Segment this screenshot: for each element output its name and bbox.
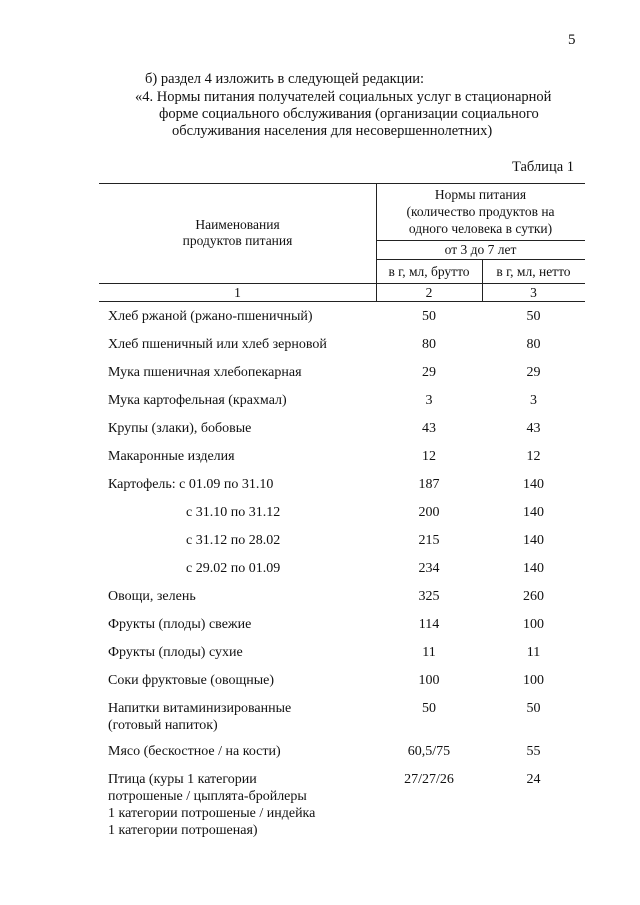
header-divider bbox=[376, 259, 585, 260]
row-brutto: 60,5/75 bbox=[407, 744, 451, 759]
row-name: Картофель: с 01.09 по 31.10 bbox=[108, 477, 274, 492]
header-norms: Нормы питания bbox=[434, 187, 527, 202]
row-brutto: 11 bbox=[422, 645, 436, 660]
table-caption: Таблица 1 bbox=[512, 159, 575, 175]
page-number: 5 bbox=[568, 32, 576, 48]
column-number: 3 bbox=[530, 285, 537, 300]
row-name: с 31.12 по 28.02 bbox=[186, 533, 281, 548]
row-name: Крупы (злаки), бобовые bbox=[108, 421, 252, 436]
table-top-border bbox=[99, 183, 585, 184]
row-netto: 24 bbox=[526, 772, 541, 787]
section-title-line: обслуживания населения для несовершеннолетних) bbox=[172, 123, 493, 139]
row-netto: 100 bbox=[523, 617, 544, 632]
row-brutto: 43 bbox=[422, 421, 436, 436]
row-name: Макаронные изделия bbox=[108, 449, 235, 464]
row-brutto: 27/27/26 bbox=[404, 772, 454, 787]
row-name: Фрукты (плоды) свежие bbox=[108, 617, 252, 632]
row-name: с 31.10 по 31.12 bbox=[186, 505, 281, 520]
row-netto: 140 bbox=[523, 477, 544, 492]
row-name: (готовый напиток) bbox=[108, 718, 218, 733]
intro-line: б) раздел 4 изложить в следующей редакции: bbox=[145, 71, 424, 87]
header-name: Наименования bbox=[195, 217, 280, 232]
row-name: Хлеб пшеничный или хлеб зерновой bbox=[108, 337, 327, 352]
row-netto: 80 bbox=[526, 337, 541, 352]
row-netto: 29 bbox=[526, 365, 541, 380]
row-name: Напитки витаминизированные bbox=[108, 701, 292, 716]
header-divider bbox=[99, 283, 585, 284]
row-netto: 140 bbox=[523, 533, 544, 548]
column-number: 2 bbox=[425, 285, 433, 300]
row-name: Мука пшеничная хлебопекарная bbox=[108, 365, 302, 380]
row-name: Птица (куры 1 категории bbox=[108, 772, 257, 787]
row-name: Соки фруктовые (овощные) bbox=[108, 673, 275, 688]
row-name: Мука картофельная (крахмал) bbox=[108, 393, 287, 408]
column-number: 1 bbox=[234, 285, 241, 300]
header-age: от 3 до 7 лет bbox=[444, 242, 517, 257]
row-netto: 100 bbox=[523, 673, 544, 688]
row-brutto: 80 bbox=[422, 337, 436, 352]
row-netto: 140 bbox=[523, 505, 544, 520]
row-name: потрошеные / цыплята-бройлеры bbox=[108, 789, 307, 804]
row-brutto: 100 bbox=[418, 673, 440, 688]
row-netto: 50 bbox=[526, 701, 541, 716]
header-norms: одного человека в сутки) bbox=[408, 221, 553, 236]
section-title-line: форме социального обслуживания (организации социального bbox=[159, 106, 539, 122]
row-brutto: 50 bbox=[422, 309, 436, 324]
row-name: Мясо (бескостное / на кости) bbox=[108, 744, 281, 759]
row-brutto: 12 bbox=[422, 449, 436, 464]
header-name: продуктов питания bbox=[182, 233, 293, 248]
row-netto: 140 bbox=[523, 561, 544, 576]
row-name: 1 категории потрошеные / индейка bbox=[108, 806, 316, 821]
section-title-line: «4. Нормы питания получателей социальных услуг в стационарной bbox=[135, 89, 552, 105]
row-brutto: 325 bbox=[418, 589, 440, 604]
row-brutto: 200 bbox=[418, 505, 440, 520]
row-name: с 29.02 по 01.09 bbox=[186, 561, 281, 576]
row-brutto: 50 bbox=[422, 701, 436, 716]
row-brutto: 215 bbox=[418, 533, 440, 548]
row-brutto: 234 bbox=[418, 561, 440, 576]
row-netto: 11 bbox=[526, 645, 541, 660]
header-norms: (количество продуктов на bbox=[406, 204, 555, 219]
row-netto: 50 bbox=[526, 309, 541, 324]
row-netto: 55 bbox=[526, 744, 541, 759]
row-name: 1 категории потрошеная) bbox=[108, 823, 258, 838]
row-brutto: 114 bbox=[418, 617, 440, 632]
row-name: Фрукты (плоды) сухие bbox=[108, 645, 243, 660]
row-brutto: 3 bbox=[425, 393, 433, 408]
row-netto: 3 bbox=[530, 393, 537, 408]
row-netto: 43 bbox=[526, 421, 541, 436]
header-bottom-border bbox=[99, 301, 585, 302]
header-netto: в г, мл, нетто bbox=[496, 264, 571, 279]
row-brutto: 187 bbox=[418, 477, 440, 492]
row-name: Хлеб ржаной (ржано-пшеничный) bbox=[108, 309, 313, 324]
header-brutto: в г, мл, брутто bbox=[388, 264, 470, 279]
row-netto: 12 bbox=[526, 449, 541, 464]
header-divider bbox=[376, 240, 585, 241]
row-netto: 260 bbox=[523, 589, 544, 604]
row-brutto: 29 bbox=[422, 365, 436, 380]
row-name: Овощи, зелень bbox=[108, 589, 196, 604]
